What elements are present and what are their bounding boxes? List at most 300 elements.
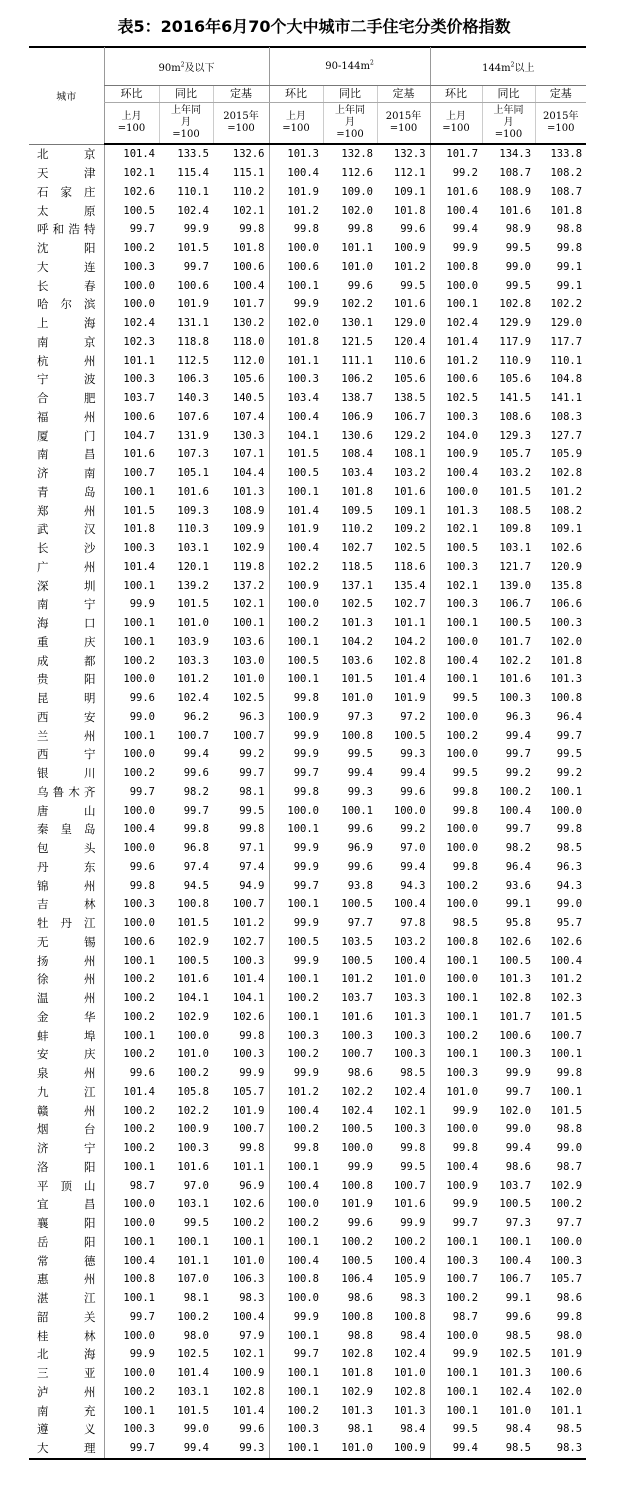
index-value: 99.5 (430, 1420, 482, 1439)
city-name: 天津 (37, 166, 96, 181)
table-row (29, 820, 586, 839)
index-value: 101.3 (393, 1404, 426, 1417)
index-value: 105.7 (550, 1273, 583, 1286)
index-value: 100.3 (393, 1048, 426, 1061)
index-value: 100.0 (269, 1195, 323, 1214)
index-value: 100.8 (393, 1310, 426, 1323)
table-row (29, 1289, 586, 1308)
index-value: 99.8 (239, 1142, 265, 1155)
index-value: 99.7 (239, 767, 265, 780)
index-value: 106.7 (393, 410, 426, 423)
base-label (535, 103, 586, 145)
index-value: 99.9 (505, 1067, 532, 1080)
index-value: 99.8 (556, 242, 583, 255)
index-value: 99.5 (430, 689, 482, 708)
city-name: 长沙 (37, 541, 96, 556)
index-value: 99.9 (269, 295, 323, 314)
index-value: 100.3 (499, 1048, 532, 1061)
index-value: 107.4 (232, 410, 265, 423)
index-value: 101.2 (269, 1083, 323, 1102)
index-value: 121.7 (499, 560, 532, 573)
city-name: 厦门 (37, 428, 96, 443)
index-value: 101.9 (177, 298, 209, 311)
index-value: 99.7 (104, 1439, 159, 1459)
table-row (29, 1233, 586, 1252)
index-value: 106.4 (341, 1273, 373, 1286)
index-value: 105.6 (393, 373, 426, 386)
index-value: 100.4 (393, 1254, 426, 1267)
base-label-line: =100 (172, 129, 200, 140)
city-name: 洛阳 (37, 1159, 96, 1174)
index-value: 96.9 (239, 1179, 265, 1192)
index-value: 100.0 (104, 1195, 159, 1214)
index-value: 100.2 (499, 785, 532, 798)
index-value: 102.9 (550, 1179, 583, 1192)
index-value: 100.9 (177, 1123, 209, 1136)
index-value: 98.6 (347, 1067, 373, 1080)
index-value: 102.2 (341, 1085, 373, 1098)
index-value: 99.0 (183, 1423, 209, 1436)
index-value: 100.1 (430, 295, 482, 314)
index-value: 100.7 (232, 1123, 265, 1136)
index-value: 102.3 (104, 333, 159, 352)
index-value: 100.3 (269, 1420, 323, 1439)
table-row (29, 914, 586, 933)
city-name: 乌鲁木齐 (37, 784, 96, 799)
index-value: 99.6 (347, 860, 373, 873)
index-value: 101.4 (104, 144, 159, 164)
index-value: 102.0 (550, 1385, 583, 1398)
table-row (29, 895, 586, 914)
index-value: 98.7 (430, 1308, 482, 1327)
index-value: 100.3 (269, 1026, 323, 1045)
index-value: 140.3 (177, 392, 209, 405)
index-value: 129.0 (393, 317, 426, 330)
index-value: 100.0 (104, 670, 159, 689)
index-value: 100.2 (104, 239, 159, 258)
index-value: 100.7 (341, 1048, 373, 1061)
index-value: 103.2 (499, 467, 532, 480)
index-value: 101.8 (393, 204, 426, 217)
index-value: 100.3 (550, 617, 583, 630)
index-value: 100.1 (269, 895, 323, 914)
index-value: 99.3 (213, 1439, 269, 1459)
index-value: 102.0 (499, 1104, 532, 1117)
table-row (29, 520, 586, 539)
index-value: 101.5 (177, 242, 209, 255)
index-value: 112.5 (177, 354, 209, 367)
city-name: 杭州 (37, 353, 96, 368)
index-value: 100.0 (430, 970, 482, 989)
index-value: 99.7 (104, 1308, 159, 1327)
index-value: 135.4 (393, 579, 426, 592)
base-label-line: =100 (547, 123, 575, 134)
city-name: 秦皇岛 (37, 822, 96, 837)
index-label: 定基 (535, 86, 586, 103)
index-value: 101.1 (550, 1404, 583, 1417)
city-name: 南充 (37, 1403, 96, 1418)
base-label-line: 2015年 (223, 111, 259, 122)
index-value: 100.4 (393, 954, 426, 967)
table-row (29, 1345, 586, 1364)
index-value: 100.5 (177, 954, 209, 967)
table-row (29, 389, 586, 408)
table-row (29, 220, 586, 239)
index-value: 93.6 (505, 879, 532, 892)
city-name: 大理 (29, 1439, 104, 1459)
city-name: 海口 (37, 616, 96, 631)
city-name: 沈阳 (37, 241, 96, 256)
index-value: 100.4 (499, 804, 532, 817)
index-value: 99.1 (505, 1292, 532, 1305)
index-value: 101.0 (393, 973, 426, 986)
base-label-line: =100 (282, 123, 310, 134)
index-value: 100.0 (104, 1214, 159, 1233)
table-row (29, 614, 586, 633)
index-value: 130.6 (341, 429, 373, 442)
index-value: 99.7 (556, 729, 583, 742)
index-value: 105.6 (499, 373, 532, 386)
index-value: 100.5 (430, 539, 482, 558)
index-value: 99.8 (183, 823, 209, 836)
index-value: 97.3 (347, 710, 373, 723)
index-value: 98.8 (556, 223, 583, 236)
index-value: 137.2 (232, 579, 265, 592)
city-name: 平顶山 (37, 1178, 96, 1193)
index-value: 98.1 (239, 785, 265, 798)
index-value: 93.8 (347, 879, 373, 892)
index-value: 101.6 (177, 485, 209, 498)
index-value: 102.1 (232, 598, 265, 611)
index-value: 134.3 (499, 148, 532, 161)
index-value: 100.0 (430, 745, 482, 764)
index-value: 101.6 (499, 204, 532, 217)
city-name: 贵阳 (37, 672, 96, 687)
index-value: 115.1 (232, 167, 265, 180)
city-name: 郑州 (37, 503, 96, 518)
index-value: 99.5 (505, 242, 532, 255)
index-value: 108.9 (232, 504, 265, 517)
index-value: 104.1 (232, 992, 265, 1005)
index-value: 102.1 (393, 1104, 426, 1117)
index-value: 100.0 (430, 633, 482, 652)
table-row (29, 370, 586, 389)
city-name: 唐山 (37, 803, 96, 818)
index-value: 101.3 (499, 1367, 532, 1380)
city-name: 安庆 (37, 1047, 96, 1062)
index-value: 99.9 (430, 1101, 482, 1120)
index-value: 100.3 (430, 595, 482, 614)
index-value: 110.1 (550, 354, 583, 367)
index-value: 100.5 (499, 617, 532, 630)
index-value: 102.7 (393, 598, 426, 611)
index-value: 100.0 (104, 1326, 159, 1345)
index-value: 100.6 (177, 279, 209, 292)
index-value: 101.2 (269, 201, 323, 220)
index-value: 129.2 (393, 429, 426, 442)
index-value: 98.7 (556, 1160, 583, 1173)
index-value: 99.4 (183, 748, 209, 761)
index-value: 100.6 (104, 408, 159, 427)
index-value: 99.3 (347, 785, 373, 798)
index-value: 100.4 (269, 1176, 323, 1195)
table-row (29, 1439, 586, 1459)
index-value: 101.3 (269, 144, 323, 164)
index-value: 102.2 (269, 558, 323, 577)
index-value: 130.2 (232, 317, 265, 330)
index-value: 99.4 (400, 860, 426, 873)
index-value: 100.1 (430, 1364, 482, 1383)
index-value: 99.7 (505, 1085, 532, 1098)
index-value: 101.5 (341, 673, 373, 686)
index-value: 100.2 (269, 1214, 323, 1233)
index-value: 101.9 (269, 183, 323, 202)
index-value: 98.5 (556, 842, 583, 855)
city-name: 常德 (37, 1253, 96, 1268)
base-label-line: 上月 (286, 111, 306, 122)
index-value: 100.1 (269, 1439, 323, 1459)
index-value: 100.9 (430, 445, 482, 464)
index-value: 98.0 (556, 1329, 583, 1342)
index-value: 100.1 (430, 951, 482, 970)
index-value: 100.5 (269, 933, 323, 952)
index-value: 100.1 (269, 670, 323, 689)
city-name: 青岛 (37, 484, 96, 499)
index-value: 99.6 (505, 1310, 532, 1323)
index-value: 100.4 (393, 898, 426, 911)
index-value: 100.1 (104, 614, 159, 633)
index-value: 100.0 (104, 914, 159, 933)
index-value: 100.4 (269, 539, 323, 558)
price-index-table (29, 47, 586, 1460)
index-value: 110.3 (177, 523, 209, 536)
index-value: 99.2 (430, 164, 482, 183)
index-value: 106.2 (341, 373, 373, 386)
index-value: 100.2 (430, 726, 482, 745)
table-row (29, 558, 586, 577)
index-value: 100.1 (104, 726, 159, 745)
index-value: 101.6 (341, 1010, 373, 1023)
group-header-small: $90m^2$及以下 (104, 47, 269, 86)
index-value: 100.1 (269, 1326, 323, 1345)
index-value: 102.4 (499, 1385, 532, 1398)
index-value: 99.8 (347, 223, 373, 236)
table-row (29, 1383, 586, 1402)
index-value: 102.2 (341, 298, 373, 311)
index-value: 110.1 (177, 185, 209, 198)
index-value: 98.8 (556, 1123, 583, 1136)
index-value: 120.4 (393, 335, 426, 348)
index-value: 100.3 (430, 1064, 482, 1083)
index-value: 99.2 (400, 823, 426, 836)
index-value: 100.0 (104, 276, 159, 295)
index-value: 100.1 (104, 1289, 159, 1308)
index-value: 100.3 (269, 370, 323, 389)
city-name: 哈尔滨 (37, 297, 96, 312)
index-value: 98.5 (430, 914, 482, 933)
index-value: 101.2 (177, 673, 209, 686)
index-value: 100.1 (269, 1383, 323, 1402)
index-value: 108.9 (499, 185, 532, 198)
table-row (29, 595, 586, 614)
index-value: 101.1 (393, 617, 426, 630)
index-value: 99.7 (183, 804, 209, 817)
index-value: 100.3 (232, 1048, 265, 1061)
index-value: 96.4 (556, 710, 583, 723)
city-name: 呼和浩特 (37, 222, 96, 237)
index-value: 100.2 (104, 1383, 159, 1402)
index-value: 100.7 (104, 464, 159, 483)
index-value: 100.8 (341, 1310, 373, 1323)
index-value: 99.6 (104, 689, 159, 708)
index-value: 100.7 (550, 1029, 583, 1042)
index-value: 103.3 (393, 992, 426, 1005)
city-name: 惠州 (37, 1272, 96, 1287)
index-value: 102.1 (232, 204, 265, 217)
index-value: 100.5 (341, 1123, 373, 1136)
index-value: 101.5 (499, 485, 532, 498)
index-value: 99.9 (269, 951, 323, 970)
index-value: 105.8 (177, 1085, 209, 1098)
index-value: 99.6 (104, 858, 159, 877)
index-value: 106.3 (232, 1273, 265, 1286)
index-value: 99.0 (556, 1142, 583, 1155)
index-value: 99.8 (104, 876, 159, 895)
index-value: 108.2 (550, 167, 583, 180)
index-value: 100.5 (393, 729, 426, 742)
index-value: 101.3 (232, 485, 265, 498)
city-name: 桂林 (37, 1328, 96, 1343)
index-value: 108.1 (393, 448, 426, 461)
index-value: 109.5 (341, 504, 373, 517)
index-value: 97.3 (505, 1217, 532, 1230)
index-value: 101.2 (393, 260, 426, 273)
index-value: 97.0 (183, 1179, 209, 1192)
table-row (29, 1101, 586, 1120)
index-value: 102.5 (341, 598, 373, 611)
index-value: 103.6 (232, 635, 265, 648)
index-value: 101.8 (269, 333, 323, 352)
index-value: 118.0 (232, 335, 265, 348)
table-row (29, 1045, 586, 1064)
index-value: 100.5 (341, 954, 373, 967)
index-value: 98.6 (505, 1160, 532, 1173)
city-name: 泉州 (37, 1066, 96, 1081)
index-value: 107.6 (177, 410, 209, 423)
index-value: 101.3 (430, 501, 482, 520)
city-name: 济南 (37, 466, 96, 481)
index-value: 101.6 (177, 1160, 209, 1173)
index-value: 100.1 (499, 1235, 532, 1248)
index-value: 102.2 (550, 298, 583, 311)
table-row (29, 1158, 586, 1177)
index-value: 100.2 (269, 1045, 323, 1064)
index-value: 101.0 (177, 617, 209, 630)
index-value: 99.5 (347, 748, 373, 761)
index-value: 102.0 (269, 314, 323, 333)
index-value: 100.8 (341, 729, 373, 742)
city-name: 南京 (37, 334, 96, 349)
index-value: 99.9 (239, 1067, 265, 1080)
index-value: 103.2 (393, 467, 426, 480)
base-label-line: 上年同 (335, 105, 365, 116)
index-value: 99.7 (505, 823, 532, 836)
index-value: 103.4 (269, 389, 323, 408)
index-value: 107.3 (177, 448, 209, 461)
index-value: 119.8 (232, 560, 265, 573)
index-value: 99.9 (269, 858, 323, 877)
index-value: 103.3 (177, 654, 209, 667)
table-row (29, 1195, 586, 1214)
index-value: 100.1 (550, 1048, 583, 1061)
city-name: 三亚 (37, 1366, 96, 1381)
index-value: 100.2 (550, 1198, 583, 1211)
index-value: 101.5 (104, 501, 159, 520)
index-value: 102.6 (550, 542, 583, 555)
index-value: 100.8 (430, 258, 482, 277)
index-value: 100.6 (104, 933, 159, 952)
index-value: 102.2 (499, 654, 532, 667)
index-value: 100.4 (269, 1251, 323, 1270)
index-value: 98.4 (400, 1423, 426, 1436)
index-value: 100.0 (430, 1326, 482, 1345)
index-value: 103.1 (177, 1385, 209, 1398)
index-value: 98.5 (505, 1329, 532, 1342)
index-value: 99.8 (430, 858, 482, 877)
index-value: 99.6 (347, 1217, 373, 1230)
index-value: 100.3 (104, 258, 159, 277)
index-value: 101.5 (177, 598, 209, 611)
city-name: 韶关 (37, 1309, 96, 1324)
index-value: 101.8 (550, 654, 583, 667)
index-value: 100.0 (430, 839, 482, 858)
index-value: 96.8 (183, 842, 209, 855)
index-value: 110.2 (341, 523, 373, 536)
index-value: 99.2 (505, 767, 532, 780)
index-value: 100.4 (550, 954, 583, 967)
base-label (377, 103, 430, 145)
index-value: 100.2 (430, 1026, 482, 1045)
index-value: 100.1 (104, 1233, 159, 1252)
index-value: 101.2 (341, 973, 373, 986)
index-value: 99.7 (104, 220, 159, 239)
base-label-line: 月 (503, 117, 514, 128)
city-name: 宜昌 (37, 1197, 96, 1212)
index-value: 101.3 (341, 617, 373, 630)
index-value: 100.3 (177, 1142, 209, 1155)
index-value: 99.0 (505, 1123, 532, 1136)
index-value: 103.9 (177, 635, 209, 648)
index-value: 100.1 (430, 1401, 482, 1420)
table-row (29, 783, 586, 802)
base-label-line: 月 (181, 117, 191, 128)
group-header-large: $144m^2$以上 (430, 47, 586, 86)
index-value: 102.8 (393, 1385, 426, 1398)
city-name: 昆明 (37, 691, 96, 706)
city-name: 丹东 (37, 859, 96, 874)
index-value: 99.0 (104, 708, 159, 727)
index-value: 103.4 (341, 467, 373, 480)
index-value: 100.5 (269, 651, 323, 670)
city-name: 上海 (37, 316, 96, 331)
index-value: 132.8 (341, 148, 373, 161)
index-value: 102.0 (341, 204, 373, 217)
index-value: 102.1 (232, 1348, 265, 1361)
table-row (29, 970, 586, 989)
index-value: 101.0 (341, 260, 373, 273)
index-value: 129.9 (499, 317, 532, 330)
index-value: 100.7 (232, 729, 265, 742)
